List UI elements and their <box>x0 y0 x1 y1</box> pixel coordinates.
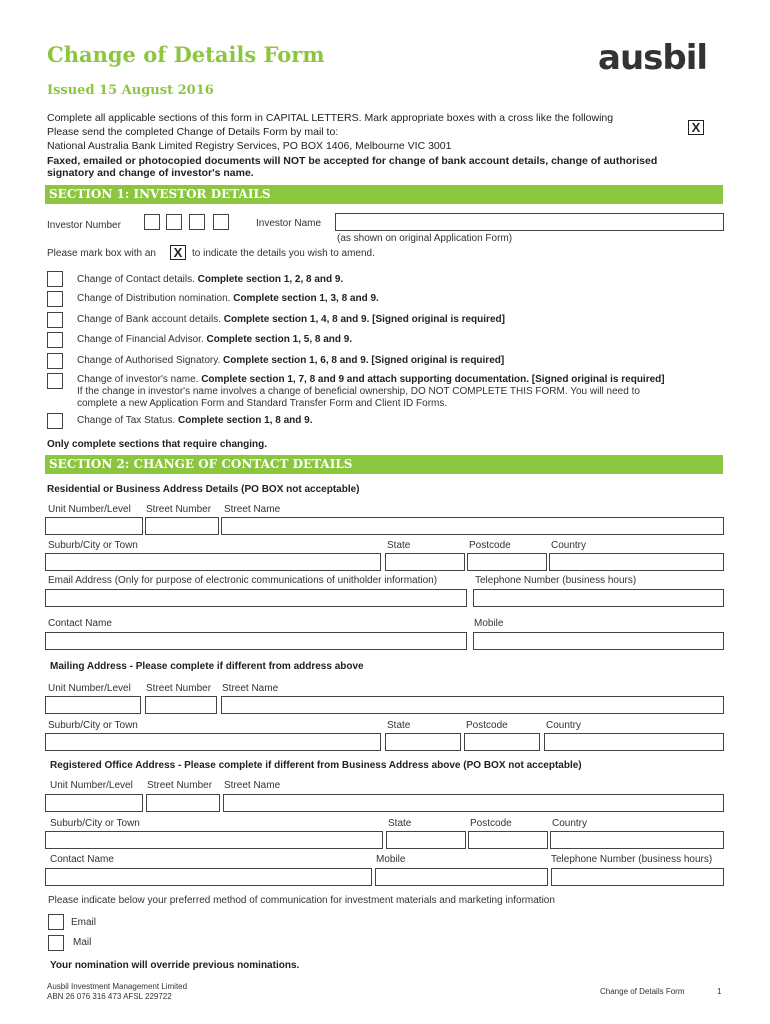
checkbox-tax-status[interactable] <box>47 413 63 429</box>
reg-contact-name-label: Contact Name <box>50 854 114 865</box>
contact-name-field[interactable] <box>45 632 467 650</box>
telephone-field[interactable] <box>473 589 724 607</box>
reg-unit-field[interactable] <box>45 794 143 812</box>
reg-street-name-label: Street Name <box>224 780 281 791</box>
res-postcode-field[interactable] <box>467 553 547 571</box>
preferred-method-label: Please indicate below your preferred method of communication for investment materials and marketing information <box>48 895 555 906</box>
name-note-line-2: complete a new Application Form and Standard Transfer Form and Client ID Forms. <box>77 398 448 409</box>
warning-line-2: signatory and change of investor's name. <box>47 167 254 179</box>
reg-mobile-label: Mobile <box>376 854 406 865</box>
option-instruction: Complete section 1, 3, 8 and 9. <box>233 293 379 304</box>
mail-street-number-label: Street Number <box>146 683 212 694</box>
res-state-field[interactable] <box>385 553 465 571</box>
checkbox-authorised-signatory[interactable] <box>47 353 63 369</box>
option-text: Change of Distribution nomination. <box>77 293 231 304</box>
reg-state-field[interactable] <box>386 831 466 849</box>
mailing-heading: Mailing Address - Please complete if different from address above <box>50 661 364 672</box>
mail-street-name-field[interactable] <box>221 696 724 714</box>
mail-postcode-field[interactable] <box>464 733 540 751</box>
residential-heading: Residential or Business Address Details (PO BOX not acceptable) <box>47 484 360 495</box>
reg-suburb-field[interactable] <box>45 831 383 849</box>
reg-telephone-field[interactable] <box>551 868 724 886</box>
reg-street-name-field[interactable] <box>223 794 724 812</box>
checkbox-mail[interactable] <box>48 935 64 951</box>
checkbox-email[interactable] <box>48 914 64 930</box>
reg-mobile-field[interactable] <box>375 868 548 886</box>
checkbox-bank-account[interactable] <box>47 312 63 328</box>
option-text: Change of Tax Status. <box>77 415 176 426</box>
reg-postcode-label: Postcode <box>470 818 512 829</box>
res-unit-label: Unit Number/Level <box>48 504 131 515</box>
option-text: Change of Authorised Signatory. <box>77 355 221 366</box>
mail-option-label: Mail <box>73 937 92 948</box>
as-shown-note: (as shown on original Application Form) <box>337 233 513 244</box>
checkbox-contact-details[interactable] <box>47 271 63 287</box>
checkbox-investor-name[interactable] <box>47 373 63 389</box>
investor-name-field[interactable] <box>335 213 724 231</box>
mail-street-number-field[interactable] <box>145 696 217 714</box>
footer-abn: ABN 26 076 316 473 AFSL 229722 <box>47 992 172 1001</box>
res-street-name-label: Street Name <box>224 504 281 515</box>
name-note-line-1: If the change in investor's name involves a change of beneficial ownership, DO NOT COMPLETE THIS FORM. You will need to <box>77 386 640 397</box>
only-complete-note: Only complete sections that require changing. <box>47 439 268 450</box>
res-state-label: State <box>387 540 411 551</box>
res-country-field[interactable] <box>549 553 724 571</box>
option-text: Change of Contact details. <box>77 274 195 285</box>
mail-country-field[interactable] <box>544 733 724 751</box>
option-distribution <box>77 293 379 304</box>
res-unit-field[interactable] <box>45 517 143 535</box>
reg-telephone-label: Telephone Number (business hours) <box>551 854 713 865</box>
reg-postcode-field[interactable] <box>468 831 548 849</box>
footer-company: Ausbil Investment Management Limited <box>47 982 188 991</box>
res-street-name-field[interactable] <box>221 517 724 535</box>
option-authorised-signatory <box>77 355 504 366</box>
mark-box-instruction: Please mark box with an <box>47 248 156 259</box>
investor-number-box-1[interactable] <box>144 214 160 230</box>
option-text: Change of Bank account details. <box>77 314 221 325</box>
reg-street-number-label: Street Number <box>147 780 213 791</box>
option-text: Change of Financial Advisor. <box>77 334 204 345</box>
telephone-label: Telephone Number (business hours) <box>475 575 637 586</box>
mobile-field[interactable] <box>473 632 724 650</box>
mail-suburb-label: Suburb/City or Town <box>48 720 138 731</box>
res-country-label: Country <box>551 540 587 551</box>
investor-number-box-2[interactable] <box>166 214 182 230</box>
option-financial-advisor <box>77 334 352 345</box>
mail-unit-field[interactable] <box>45 696 141 714</box>
footer-form-name: Change of Details Form <box>600 987 685 996</box>
checkbox-financial-advisor[interactable] <box>47 332 63 348</box>
option-instruction: Complete section 1, 7, 8 and 9 and attach supporting documentation. [Signed original is required] <box>201 374 665 385</box>
mail-unit-label: Unit Number/Level <box>48 683 131 694</box>
mark-example-x: X <box>688 120 704 135</box>
investor-number-box-4[interactable] <box>213 214 229 230</box>
reg-contact-name-field[interactable] <box>45 868 372 886</box>
email-field[interactable] <box>45 589 467 607</box>
mail-state-field[interactable] <box>385 733 461 751</box>
warning-line-1: Faxed, emailed or photocopied documents will NOT be accepted for change of bank account details, change of authorised <box>47 155 658 167</box>
option-tax-status <box>77 415 312 426</box>
option-instruction: Complete section 1, 2, 8 and 9. <box>197 274 344 285</box>
mail-postcode-label: Postcode <box>466 720 508 731</box>
option-text: Change of investor's name. <box>77 374 199 385</box>
res-street-number-label: Street Number <box>146 504 212 515</box>
reg-state-label: State <box>388 818 412 829</box>
mail-state-label: State <box>387 720 411 731</box>
investor-name-label: Investor Name <box>256 218 322 229</box>
reg-suburb-label: Suburb/City or Town <box>50 818 140 829</box>
section-2-heading: SECTION 2: CHANGE OF CONTACT DETAILS <box>45 455 723 474</box>
form-title: Change of Details Form <box>47 42 325 67</box>
reg-street-number-field[interactable] <box>146 794 220 812</box>
res-postcode-label: Postcode <box>469 540 511 551</box>
option-instruction: Complete section 1, 8 and 9. <box>178 415 313 426</box>
intro-line-2: Please send the completed Change of Details Form by mail to: <box>47 126 339 138</box>
investor-number-box-3[interactable] <box>189 214 205 230</box>
override-note: Your nomination will override previous nominations. <box>50 960 300 971</box>
issued-date: Issued 15 August 2016 <box>47 83 214 98</box>
checkbox-distribution[interactable] <box>47 291 63 307</box>
mail-suburb-field[interactable] <box>45 733 381 751</box>
reg-country-field[interactable] <box>550 831 724 849</box>
mark-box-x: X <box>170 245 186 260</box>
option-instruction: Complete section 1, 5, 8 and 9. <box>206 334 353 345</box>
footer-page-number: 1 <box>717 987 722 996</box>
option-investor-name <box>77 374 665 385</box>
ausbil-logo: ausbil <box>598 38 708 78</box>
res-suburb-field[interactable] <box>45 553 381 571</box>
mark-box-suffix: to indicate the details you wish to amend. <box>192 248 375 259</box>
option-contact-details <box>77 274 343 285</box>
registered-heading: Registered Office Address - Please complete if different from Business Address above (PO BOX not acceptable) <box>50 760 582 771</box>
option-bank-account <box>77 314 505 325</box>
mobile-label: Mobile <box>474 618 504 629</box>
reg-country-label: Country <box>552 818 588 829</box>
res-street-number-field[interactable] <box>145 517 219 535</box>
investor-number-label: Investor Number <box>47 220 121 231</box>
reg-unit-label: Unit Number/Level <box>50 780 133 791</box>
intro-line-3: National Australia Bank Limited Registry Services, PO BOX 1406, Melbourne VIC 3001 <box>47 140 452 152</box>
option-instruction: Complete section 1, 4, 8 and 9. [Signed original is required] <box>223 314 505 325</box>
intro-line-1: Complete all applicable sections of this form in CAPITAL LETTERS. Mark appropriate boxes with a cross like the following <box>47 112 614 124</box>
contact-name-label: Contact Name <box>48 618 112 629</box>
res-suburb-label: Suburb/City or Town <box>48 540 138 551</box>
option-instruction: Complete section 1, 6, 8 and 9. [Signed original is required] <box>223 355 505 366</box>
mail-street-name-label: Street Name <box>222 683 279 694</box>
section-1-heading: SECTION 1: INVESTOR DETAILS <box>45 185 723 204</box>
email-option-label: Email <box>71 917 97 928</box>
email-label: Email Address (Only for purpose of electronic communications of unitholder information) <box>48 575 438 586</box>
mail-country-label: Country <box>546 720 582 731</box>
